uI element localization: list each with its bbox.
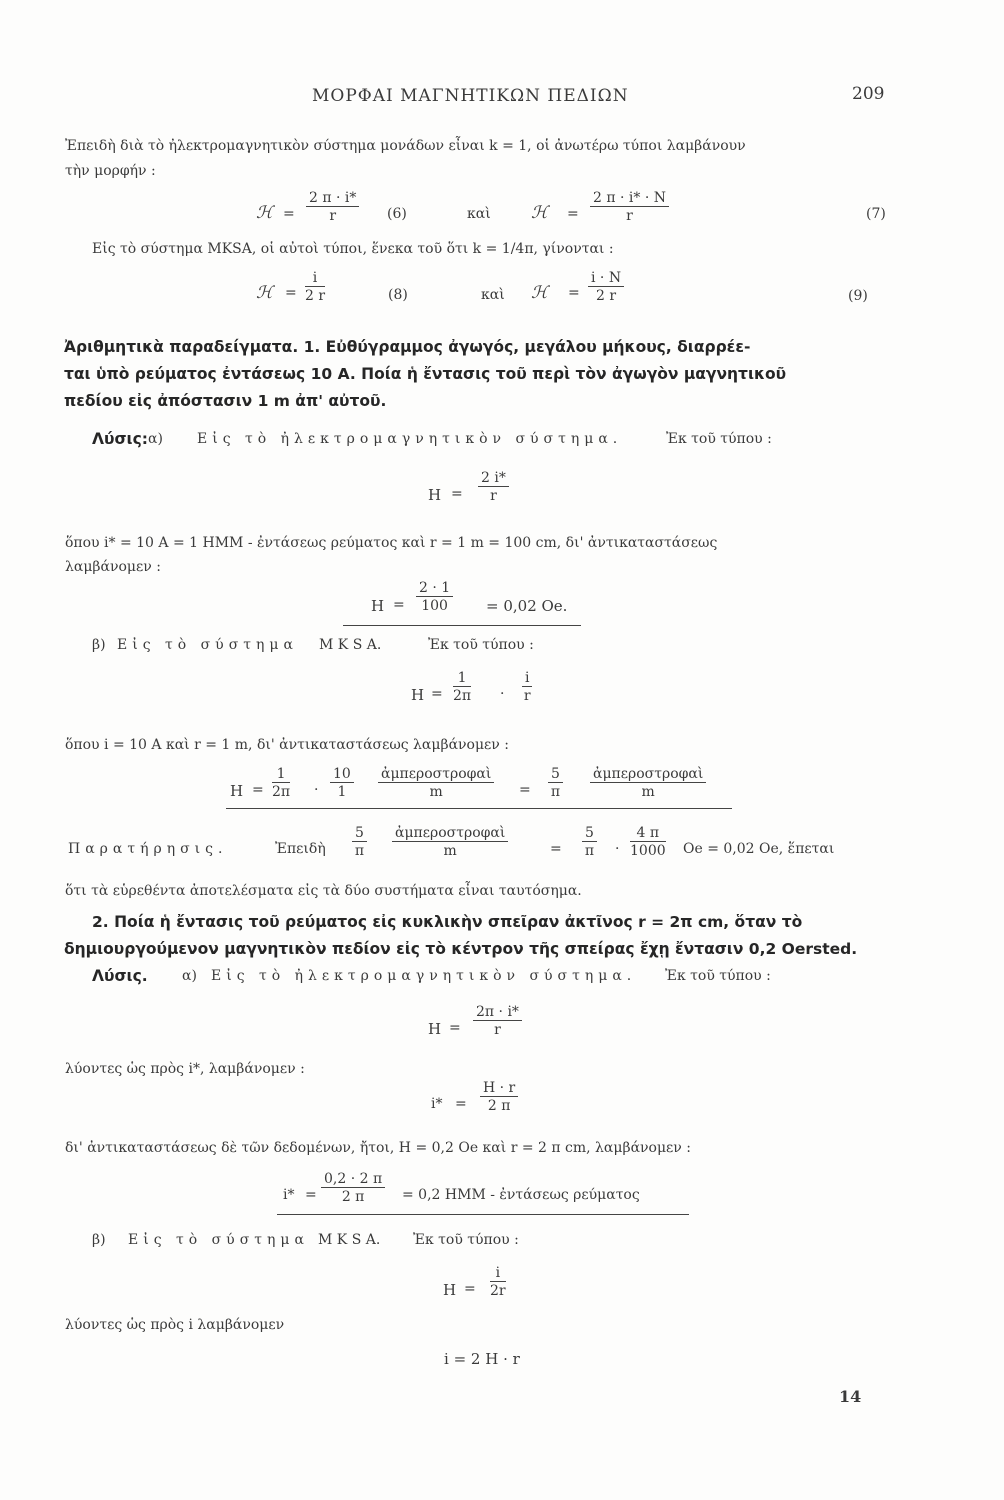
fraction-numerator: ἀμπεροστροφαὶ xyxy=(590,766,706,783)
H-symbol: H xyxy=(411,686,425,704)
eq8-fraction xyxy=(305,270,325,305)
formula-2x1-over-100 xyxy=(416,580,453,615)
formula-numerator: H · r xyxy=(480,1080,518,1097)
part-b-text: Εἰς τὸ σύστημα xyxy=(117,637,298,653)
formula-2pi-i-over-r xyxy=(473,1004,522,1039)
result-value: = 0,02 Oe. xyxy=(486,597,568,615)
multiplication-dot: · xyxy=(500,686,505,702)
equals-sign: = xyxy=(305,1187,317,1203)
eq7-denominator: r xyxy=(626,208,633,224)
fraction-numerator: ἀμπεροστροφαὶ xyxy=(378,766,494,783)
result-underline xyxy=(277,1214,689,1215)
solution-label: Λύσις: xyxy=(92,430,148,448)
fraction-numerator: 10 xyxy=(330,766,354,783)
fraction-5-over-pi xyxy=(352,825,367,860)
and-word: καὶ xyxy=(481,287,505,303)
fraction-numerator: 4 π xyxy=(630,825,666,842)
part-b-text: Εἰς τὸ σύστημα xyxy=(128,1232,309,1248)
eq8-denominator: 2 r xyxy=(305,288,326,304)
eq6-label: (6) xyxy=(387,206,407,222)
solve-line-1: λύοντες ὡς πρὸς i*, λαμβάνομεν : xyxy=(65,1061,305,1077)
formula-0.2x2pi-over-2pi xyxy=(321,1171,385,1206)
where-line-1b: λαμβάνομεν : xyxy=(65,559,161,575)
where-line-2: ὅπου i = 10 A καὶ r = 1 m, δι' ἀντικαταστάσεως λαμβάνομεν : xyxy=(65,737,509,753)
part-a-prefix: α) xyxy=(148,431,163,447)
fraction-denominator: m xyxy=(429,784,443,800)
from-formula-text: Ἐκ τοῦ τύπου : xyxy=(666,431,772,447)
H-symbol: H xyxy=(428,486,442,504)
and-word: καὶ xyxy=(467,206,491,222)
solution-label: Λύσις. xyxy=(92,967,148,985)
remark-tail: Oe = 0,02 Oe, ἕπεται xyxy=(683,841,835,857)
fraction-denominator: m xyxy=(443,843,457,859)
formula-denominator: r xyxy=(494,1022,501,1038)
example1-heading-line-2: ται ὑπὸ ρεύματος ἐντάσεως 10 A. Ποία ἡ ἔντασις τοῦ περὶ τὸν ἀγωγὸν μαγνητικοῦ xyxy=(64,365,787,383)
equals-sign: = xyxy=(455,1096,467,1112)
formula-denominator: r xyxy=(490,488,497,504)
equals-sign: = xyxy=(550,841,562,857)
fraction-4pi-over-1000 xyxy=(630,825,666,860)
fraction-denominator: π xyxy=(354,843,365,859)
formula-numerator: 2 i* xyxy=(478,470,509,487)
formula-numerator: 2π · i* xyxy=(473,1004,522,1021)
H-symbol: H xyxy=(428,1020,442,1038)
fraction-denominator: m xyxy=(641,784,655,800)
remark-since: Ἐπειδὴ xyxy=(275,841,326,857)
H-symbol: H xyxy=(443,1281,457,1299)
part-a-text: Εἰς τὸ ἠλεκτρομαγνητικὸν σύστημα. xyxy=(197,431,623,447)
equals-sign: = xyxy=(451,486,463,502)
H-symbol: H xyxy=(230,782,244,800)
fraction-10-over-1 xyxy=(330,766,354,801)
fraction-numerator: ἀμπεροστροφαὶ xyxy=(392,825,508,842)
example2-line-2: δημιουργούμενον μαγνητικὸν πεδίον εἰς τὸ κέντρον τῆς σπείρας ἔχῃ ἔντασιν 0,2 Oersted. xyxy=(64,940,858,958)
part-a-text: Εἰς τὸ ἠλεκτρομαγνητικὸν σύστημα. xyxy=(211,968,637,984)
signature-mark: 14 xyxy=(839,1387,862,1406)
fraction-1-over-2pi xyxy=(453,670,471,705)
equals-sign: = xyxy=(568,285,580,301)
formula-numerator: 2 · 1 xyxy=(416,580,453,597)
equals-sign: = xyxy=(519,782,531,798)
example2-line-1: 2. Ποία ἡ ἔντασις τοῦ ρεύματος εἰς κυκλικὴν σπεῖραν ἀκτῖνος r = 2π cm, ὅταν τὸ xyxy=(92,913,803,931)
script-H-symbol: ℋ xyxy=(531,203,548,223)
fraction-5-over-pi xyxy=(582,825,597,860)
page-number: 209 xyxy=(852,84,885,104)
fraction-denominator: r xyxy=(523,688,531,704)
eq9-denominator: 2 r xyxy=(596,288,617,304)
example1-heading-line-3: πεδίου εἰς ἀπόστασιν 1 m ἀπ' αὐτοῦ. xyxy=(64,392,387,410)
part-a-prefix: α) xyxy=(182,968,197,984)
formula-numerator: i xyxy=(490,1265,506,1282)
eq7-fraction xyxy=(590,190,669,225)
equals-sign: = xyxy=(285,285,297,301)
fraction-numerator: 5 xyxy=(582,825,597,842)
substitution-line: δι' ἀντικαταστάσεως δὲ τῶν δεδομένων, ἤτοι, H = 0,2 Oe καὶ r = 2 π cm, λαμβάνομεν : xyxy=(65,1140,691,1156)
equals-sign: = xyxy=(393,597,405,613)
equals-sign: = xyxy=(431,686,443,702)
from-formula-text: Ἐκ τοῦ τύπου : xyxy=(413,1232,519,1248)
part-b-prefix: β) xyxy=(92,637,106,653)
intro-line-2: τὴν μορφήν : xyxy=(65,163,156,179)
script-H-symbol: ℋ xyxy=(256,283,273,303)
formula-2i-over-r xyxy=(478,470,509,505)
where-line-1: ὅπου i* = 10 A = 1 HMM - ἐντάσεως ρεύματος καὶ r = 1 m = 100 cm, δι' ἀντικαταστάσεως xyxy=(65,535,718,551)
example1-heading-line-1: Ἀριθμητικὰ παραδείγματα. 1. Εὐθύγραμμος ἀγωγός, μεγάλου μήκους, διαρρέε- xyxy=(64,338,751,356)
multiplication-dot: · xyxy=(615,841,620,857)
equals-sign: = xyxy=(252,782,264,798)
eq6-numerator: 2 π · i* xyxy=(306,190,359,207)
formula-denominator: 100 xyxy=(421,598,448,614)
equals-sign: = xyxy=(449,1020,461,1036)
fraction-denominator: 1000 xyxy=(630,843,666,859)
formula-denominator: 2 π xyxy=(341,1189,365,1205)
mksa-line: Εἰς τὸ σύστημα MKSA, οἱ αὐτοὶ τύποι, ἕνεκα τοῦ ὅτι k = 1/4π, γίνονται : xyxy=(92,241,614,257)
formula-i-over-2r xyxy=(490,1265,506,1300)
i-star-symbol: i* xyxy=(283,1187,295,1203)
eq8-label: (8) xyxy=(388,287,408,303)
fraction-denominator: 2π xyxy=(272,784,291,800)
result-underline xyxy=(343,625,581,626)
remark-label: Παρατήρησις. xyxy=(68,841,228,857)
script-H-symbol: ℋ xyxy=(531,283,548,303)
script-H-symbol: ℋ xyxy=(256,203,273,223)
multiplication-dot: · xyxy=(314,782,319,798)
fraction-numerator: 1 xyxy=(453,670,471,687)
fraction-ampere-turns-over-m xyxy=(590,766,706,801)
fraction-numerator: 1 xyxy=(272,766,290,783)
fraction-denominator: 1 xyxy=(337,784,347,800)
from-formula-text: Ἐκ τοῦ τύπου : xyxy=(665,968,771,984)
fraction-5-over-pi xyxy=(548,766,563,801)
eq6-fraction xyxy=(306,190,359,225)
part-b-mksa: M K S A. xyxy=(318,1232,381,1248)
fraction-ampere-turns-over-m xyxy=(392,825,508,860)
fraction-denominator: π xyxy=(584,843,595,859)
result-value: = 0,2 HMM - ἐντάσεως ρεύματος xyxy=(402,1187,640,1203)
fraction-denominator: π xyxy=(550,784,561,800)
equals-sign: = xyxy=(567,206,579,222)
equals-sign: = xyxy=(464,1281,476,1297)
formula-numerator: 0,2 · 2 π xyxy=(321,1171,385,1188)
fraction-numerator: 5 xyxy=(352,825,367,842)
formula-Hr-over-2pi xyxy=(480,1080,518,1115)
from-formula-text: Ἐκ τοῦ τύπου : xyxy=(428,637,534,653)
intro-line-1: Ἐπειδὴ διὰ τὸ ἠλεκτρομαγνητικὸν σύστημα μονάδων εἶναι k = 1, οἱ ἀνωτέρω τύποι λαμβάνουν xyxy=(65,138,746,154)
part-b-mksa: M K S A. xyxy=(319,637,382,653)
fraction-denominator: 2π xyxy=(453,688,472,704)
fraction-ampere-turns-over-m xyxy=(378,766,494,801)
fraction-numerator: i xyxy=(522,670,532,687)
running-header-title: ΜΟΡΦΑΙ ΜΑΓΝΗΤΙΚΩΝ ΠΕΔΙΩΝ xyxy=(312,86,629,106)
fraction-numerator: 5 xyxy=(548,766,563,783)
remark-line-2: ὅτι τὰ εὑρεθέντα ἀποτελέσματα εἰς τὰ δύο συστήματα εἶναι ταυτόσημα. xyxy=(65,883,582,899)
eq7-numerator: 2 π · i* · N xyxy=(590,190,669,207)
H-symbol: H xyxy=(371,597,385,615)
fraction-1-over-2pi xyxy=(272,766,290,801)
solve-line-2: λύοντες ὡς πρὸς i λαμβάνομεν xyxy=(65,1317,285,1333)
part-b-prefix: β) xyxy=(92,1232,106,1248)
eq8-numerator: i xyxy=(305,270,325,287)
eq9-fraction xyxy=(588,270,624,305)
eq6-denominator: r xyxy=(329,208,337,224)
formula-denominator: 2 π xyxy=(487,1098,511,1114)
eq9-numerator: i · N xyxy=(588,270,624,287)
equals-sign: = xyxy=(283,206,295,222)
eq7-label: (7) xyxy=(866,206,886,222)
fraction-i-over-r xyxy=(522,670,532,705)
formula-denominator: 2r xyxy=(490,1283,506,1299)
i-star-symbol: i* xyxy=(431,1096,443,1112)
result-underline xyxy=(226,808,732,809)
eq9-label: (9) xyxy=(848,288,868,304)
final-formula: i = 2 H · r xyxy=(444,1350,520,1368)
